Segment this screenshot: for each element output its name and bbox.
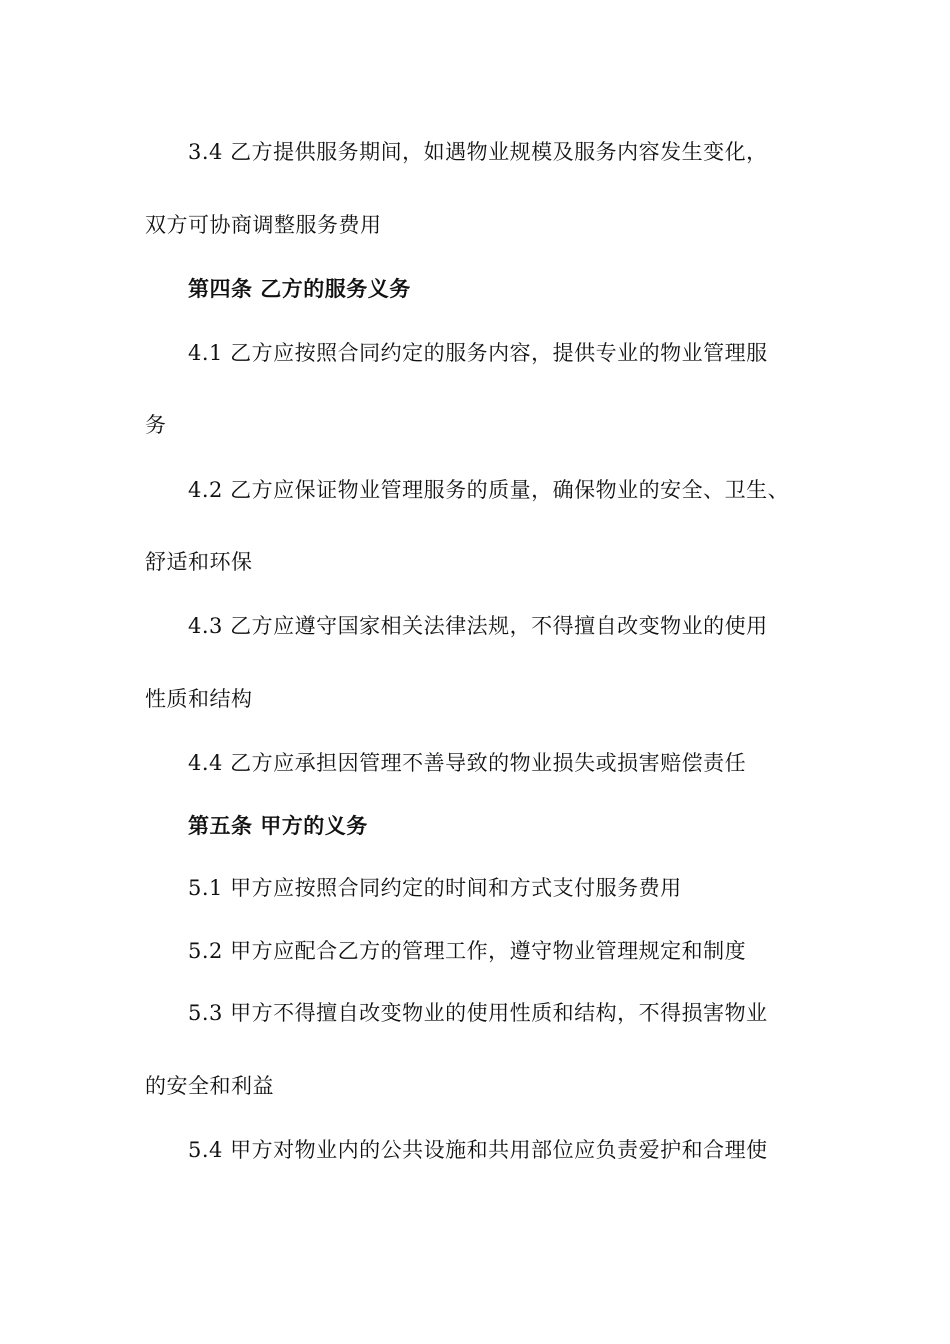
clause-3-4-line-2: 双方可协商调整服务费用 (145, 213, 382, 237)
clause-4-1-line-2: 务 (145, 413, 167, 437)
clause-3-4-line-1: 3.4 乙方提供服务期间，如遇物业规模及服务内容发生变化， (188, 140, 768, 164)
clause-4-1-line-1: 4.1 乙方应按照合同约定的服务内容，提供专业的物业管理服 (188, 341, 768, 365)
article-4-heading: 第四条 乙方的服务义务 (188, 277, 411, 301)
clause-4-2-line-2: 舒适和环保 (145, 550, 253, 574)
clause-5-1: 5.1 甲方应按照合同约定的时间和方式支付服务费用 (188, 876, 682, 900)
clause-4-3-line-1: 4.3 乙方应遵守国家相关法律法规，不得擅自改变物业的使用 (188, 614, 768, 638)
clause-5-3-line-2: 的安全和利益 (145, 1074, 274, 1098)
clause-4-3-line-2: 性质和结构 (145, 687, 253, 711)
clause-4-2-line-1: 4.2 乙方应保证物业管理服务的质量，确保物业的安全、卫生、 (188, 478, 790, 502)
clause-5-3-line-1: 5.3 甲方不得擅自改变物业的使用性质和结构，不得损害物业 (188, 1001, 768, 1025)
clause-5-4-line-1: 5.4 甲方对物业内的公共设施和共用部位应负责爱护和合理使 (188, 1138, 768, 1162)
clause-5-2: 5.2 甲方应配合乙方的管理工作，遵守物业管理规定和制度 (188, 939, 747, 963)
article-5-heading: 第五条 甲方的义务 (188, 814, 368, 838)
clause-4-4: 4.4 乙方应承担因管理不善导致的物业损失或损害赔偿责任 (188, 751, 747, 775)
